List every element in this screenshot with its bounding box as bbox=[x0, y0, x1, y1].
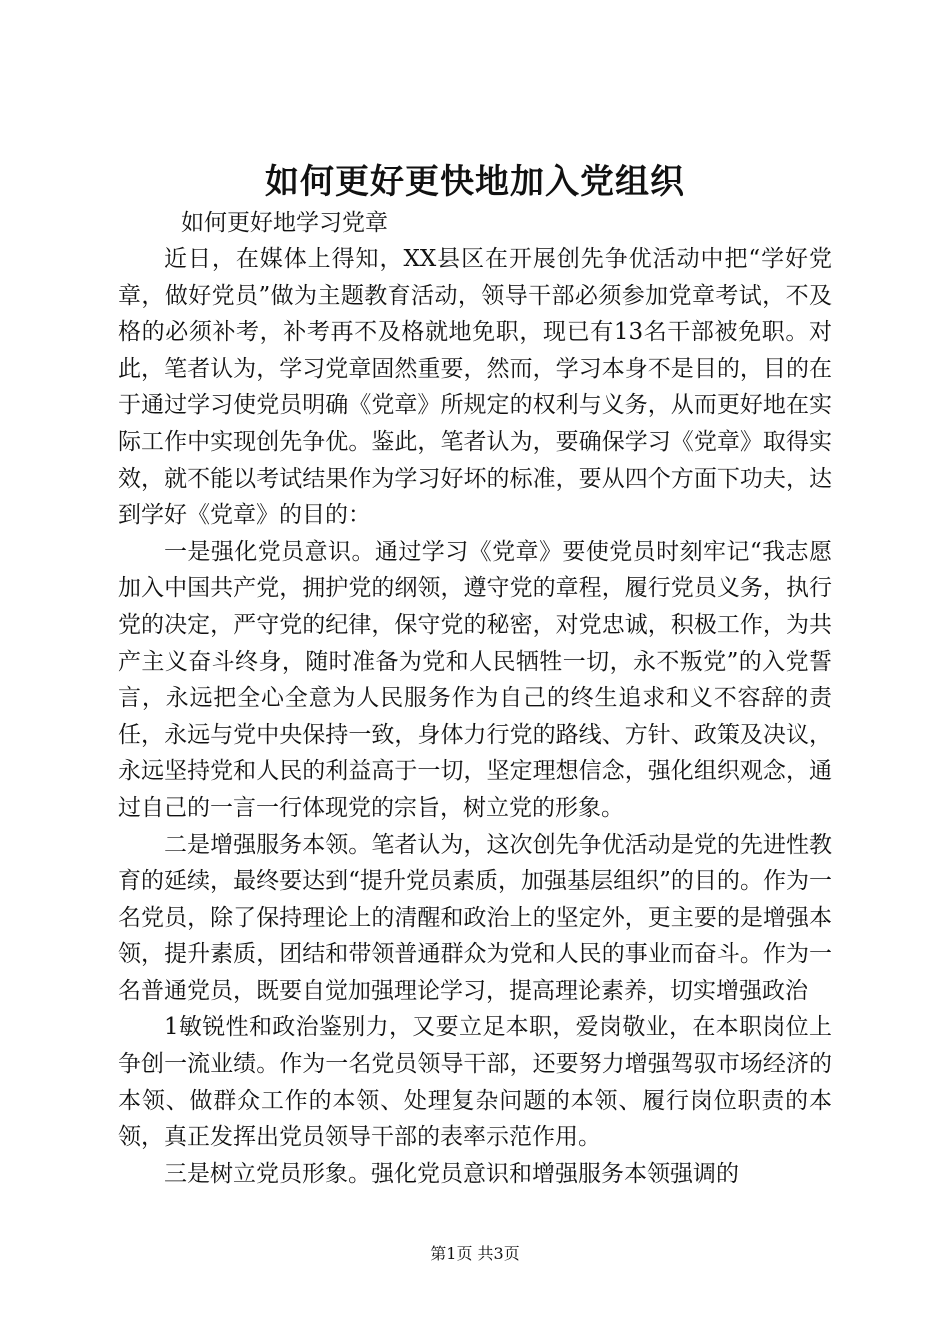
document-body bbox=[118, 241, 832, 1192]
body-paragraph: 一是强化党员意识。通过学习《党章》要使党员时刻牢记“我志愿加入中国共产党，拥护党的纲领，遵守党的章程，履行党员义务，执行党的决定，严守党的纪律，保守党的秘密，对党忠诚，积极工作，为共产主义奋斗终身，随时准备为党和人民牺牲一切，永不叛党”的入党誓言，永远把全心全意为人民服务作为自己的终生追求和义不容辞的责任，永远与党中央保持一致，身体力行党的路线、方针、政策及决议，永远坚持党和人民的利益高于一切，坚定理想信念，强化组织观念，通过自己的一言一行体现党的宗旨，树立党的形象。 bbox=[118, 538, 832, 821]
body-paragraph: 近日，在媒体上得知，XX县区在开展创先争优活动中把“学好党章，做好党员”做为主题教育活动，领导干部必须参加党章考试，不及格的必须补考，补考再不及格就地免职，现已有13名干部被免职。对此，笔者认为，学习党章固然重要，然而，学习本身不是目的，目的在于通过学习使党员明确《党章》所规定的权利与义务，从而更好地在实际工作中实现创先争优。鉴此，笔者认为，要确保学习《党章》取得实效，就不能以考试结果作为学习好坏的标准，要从四个方面下功夫，达到学好《党章》的目的： bbox=[118, 246, 832, 529]
page-footer: 第1页 共3页 bbox=[430, 1244, 520, 1263]
document-title: 如何更好更快地加入党组织 bbox=[265, 162, 685, 202]
body-paragraph: 二是增强服务本领。笔者认为，这次创先争优活动是党的先进性教育的延续，最终要达到“提升党员素质，加强基层组织”的目的。作为一名党员，除了保持理论上的清醒和政治上的坚定外，更主要的是增强本领，提升素质，团结和带领普通群众为党和人民的事业而奋斗。作为一名普通党员，既要自觉加强理论学习，提高理论素养，切实增强政治 bbox=[118, 831, 832, 1004]
document-subtitle: 如何更好地学习党章 bbox=[181, 210, 388, 236]
body-paragraph: 1敏锐性和政治鉴别力，又要立足本职，爱岗敬业，在本职岗位上争创一流业绩。作为一名党员领导干部，还要努力增强驾驭市场经济的本领、做群众工作的本领、处理复杂问题的本领、履行岗位职责的本领，真正发挥出党员领导干部的表率示范作用。 bbox=[118, 1014, 832, 1151]
body-paragraph: 三是树立党员形象。强化党员意识和增强服务本领强调的 bbox=[164, 1160, 739, 1187]
